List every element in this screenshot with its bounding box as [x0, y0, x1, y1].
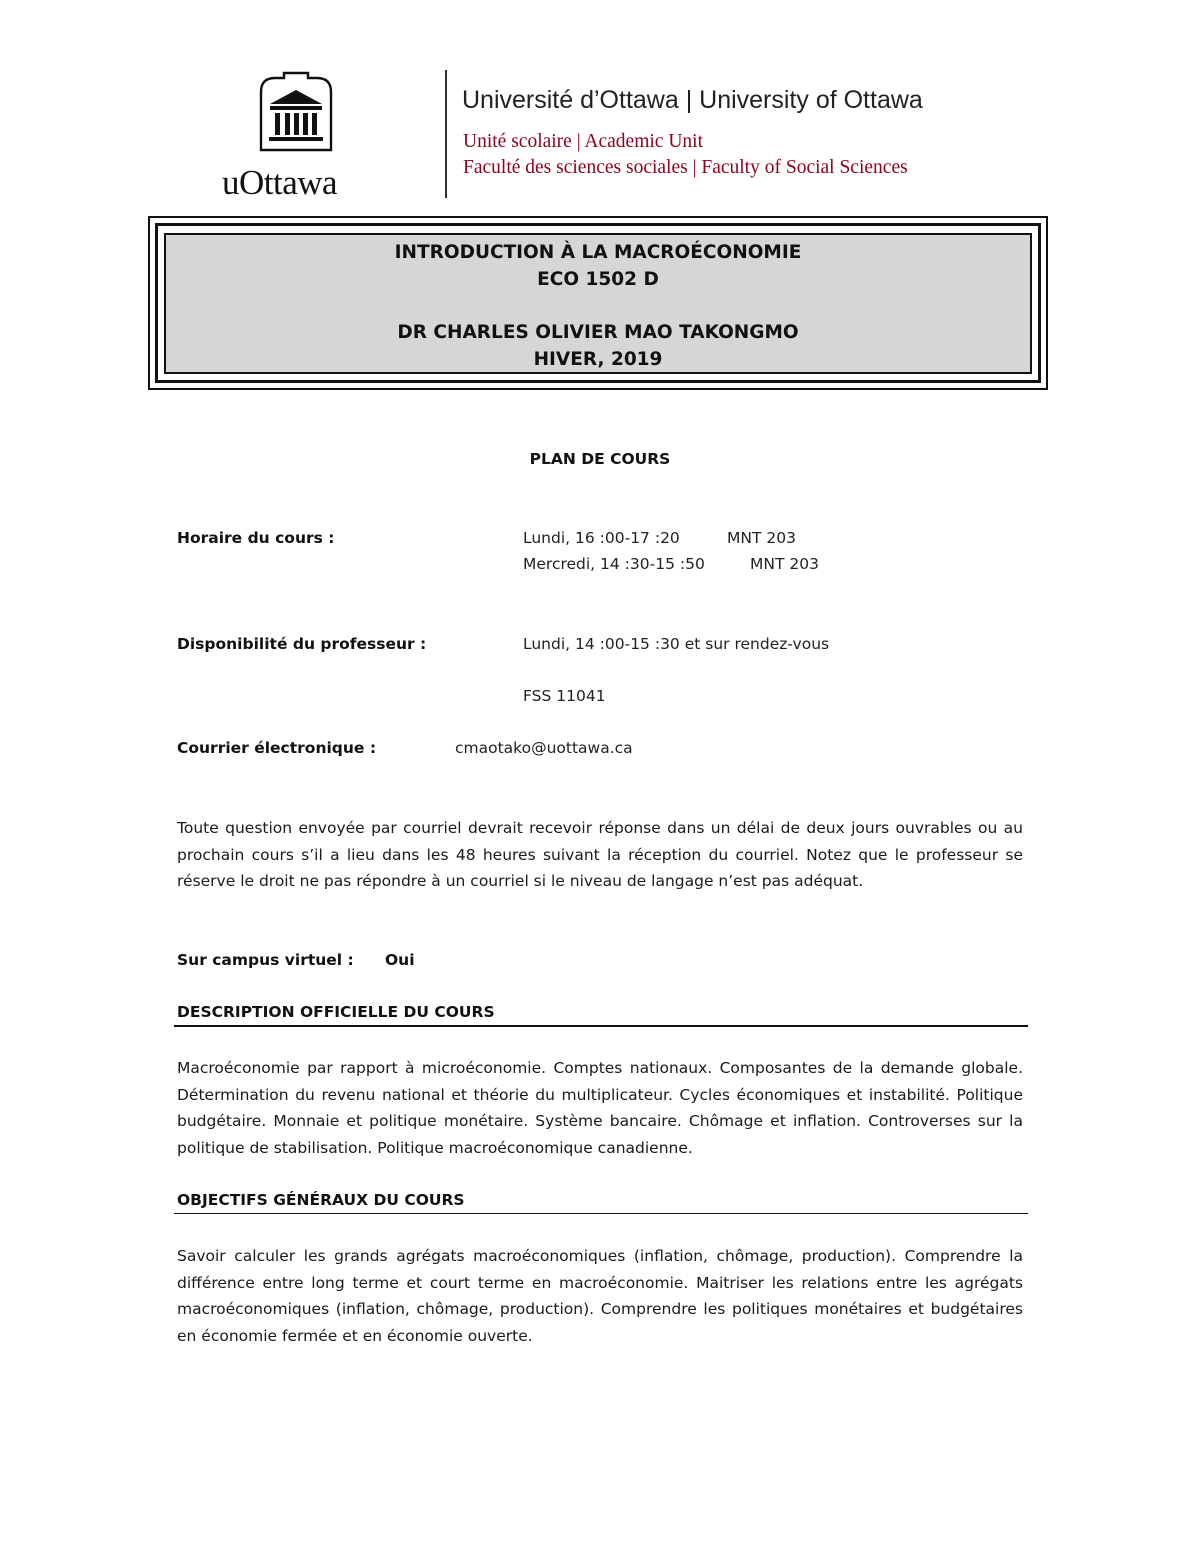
plan-title: PLAN DE COURS [529, 450, 671, 468]
course-code: ECO 1502 D [537, 269, 659, 290]
availability-label: Disponibilité du professeur : [177, 635, 427, 653]
email-address[interactable]: cmaotako@uottawa.ca [455, 739, 633, 757]
schedule-label: Horaire du cours : [177, 529, 335, 547]
objectives-rule [174, 1213, 1028, 1214]
availability-value: Lundi, 14 :00-15 :30 et sur rendez-vous [523, 635, 830, 653]
description-rule [174, 1025, 1028, 1027]
term: HIVER, 2019 [533, 349, 663, 370]
schedule-slot-2-room: MNT 203 [750, 555, 819, 573]
schedule-slot-2-time: Mercredi, 14 :30-15 :50 [523, 555, 705, 573]
academic-unit-line: Unité scolaire | Academic Unit [463, 131, 703, 152]
schedule-slot-1-time: Lundi, 16 :00-17 :20 [523, 529, 680, 547]
description-text: Macroéconomie par rapport à microéconomie. Comptes nationaux. Composantes de la demande globale. Détermination du revenu national et théorie du multiplicateur. Cycles économiques et instabilité. Politique budgétaire. Monnaie et politique monétaire. Système bancaire. Chômage et inflation. Controverses sur la politique de stabilisation. Politique macroéconomique canadienne. [177, 1059, 1023, 1157]
office-room: FSS 11041 [523, 687, 606, 705]
instructor-name: DR CHARLES OLIVIER MAO TAKONGMO [397, 322, 799, 343]
schedule-slot-1-room: MNT 203 [727, 529, 796, 547]
description-heading: DESCRIPTION OFFICIELLE DU COURS [177, 1003, 495, 1021]
university-name: Université d’Ottawa | University of Ottawa [462, 86, 923, 114]
uottawa-wordmark: uOttawa [222, 163, 338, 202]
university-crest-logo [258, 70, 334, 152]
header-divider [445, 70, 447, 198]
faculty-line: Faculté des sciences sociales | Faculty of Social Sciences [463, 157, 908, 178]
objectives-text: Savoir calculer les grands agrégats macroéconomiques (inflation, chômage, production). Comprendre la différence entre long terme et court terme en macroéconomie. Maitriser les relations entre les agrégats macroéconomiques (inflation, chômage, production). Comprendre les politiques monétaires et budgétaires en économie fermée et en économie ouverte. [177, 1247, 1023, 1345]
email-policy-paragraph: Toute question envoyée par courriel devrait recevoir réponse dans un délai de deux jours ouvrables ou au prochain cours s’il a lieu dans les 48 heures suivant la réception du courriel. Notez que le professeur se réserve le droit ne pas répondre à un courriel si le niveau de langage n’est pas adéquat. [177, 819, 1023, 890]
objectives-heading: OBJECTIFS GÉNÉRAUX DU COURS [177, 1191, 465, 1209]
virtual-campus-value: Oui [385, 951, 415, 969]
virtual-campus-label: Sur campus virtuel : [177, 951, 354, 969]
email-label: Courrier électronique : [177, 739, 377, 757]
course-title: INTRODUCTION À LA MACROÉCONOMIE [394, 242, 802, 263]
